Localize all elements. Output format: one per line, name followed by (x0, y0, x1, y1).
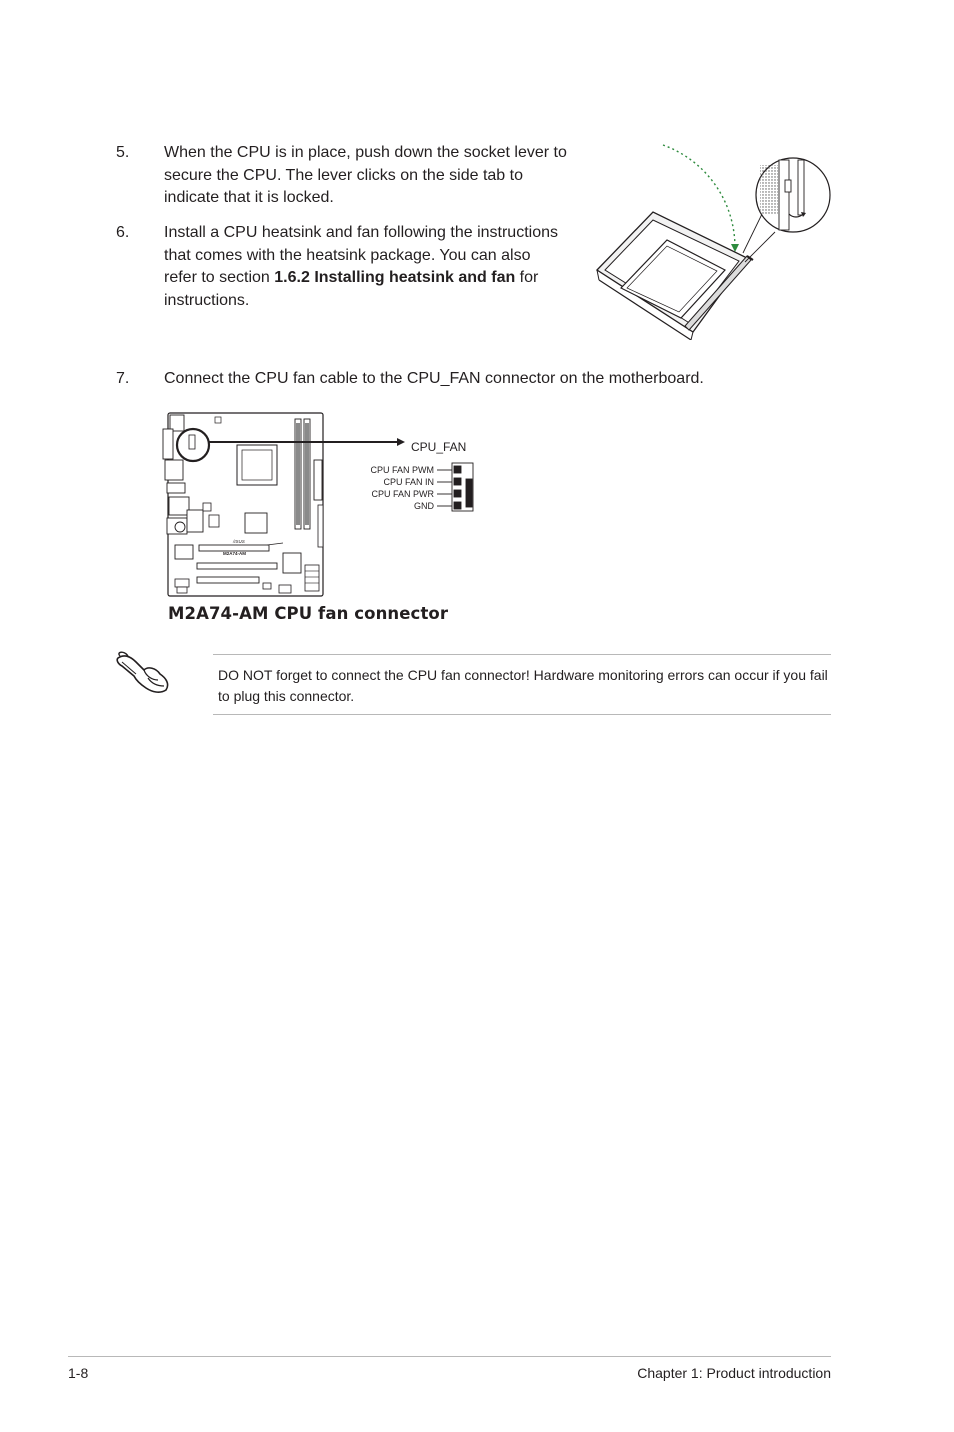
step-5-text: When the CPU is in place, push down the socket lever to secure the CPU. The lever clicks on the side tab to indicate that it is locked. (164, 144, 567, 207)
board-model-silkscreen: M2A74-AM (223, 551, 247, 556)
diagram-caption: M2A74-AM CPU fan connector (168, 604, 449, 623)
section-reference: 1.6.2 Installing heatsink and fan (274, 269, 516, 287)
step-7-text: Connect the CPU fan cable to the CPU_FAN connector on the motherboard. (164, 370, 704, 387)
note-bottom-rule (213, 714, 831, 715)
pin-label-cpu-fan-in: CPU FAN IN (383, 477, 434, 487)
pin-label-cpu-fan-pwm: CPU FAN PWM (370, 465, 434, 475)
pointing-hand-icon (114, 650, 172, 694)
step-5-number: 5. (116, 144, 130, 161)
cpu-fan-connector-title: CPU_FAN (411, 440, 467, 454)
step-6-text (164, 222, 564, 312)
footer-rule (68, 1356, 831, 1357)
cpu-fan-connector-pins (437, 463, 473, 511)
pin-label-gnd: GND (414, 501, 434, 511)
step-7-number: 7. (116, 370, 130, 387)
board-brand-logo: /ISUS (233, 539, 245, 544)
pin-label-cpu-fan-pwr: CPU FAN PWR (371, 489, 434, 499)
note-text: DO NOT forget to connect the CPU fan connector! Hardware monitoring errors can occur if you fail to plug this connector. (218, 667, 828, 704)
step-6-number: 6. (116, 224, 130, 241)
note-top-rule (213, 654, 831, 655)
pointer-arrowhead (397, 438, 405, 446)
step-6-text-end: for instructions. (164, 269, 539, 309)
page-number: 1-8 (68, 1365, 89, 1381)
chapter-title: Chapter 1: Product introduction (637, 1365, 831, 1381)
cpu-socket-lever-illustration (585, 140, 835, 340)
step-6-text-start: Install a CPU heatsink and fan following the instructions that comes with the heatsink package. You can also refer to section (164, 224, 558, 287)
motherboard-layout-diagram (155, 405, 495, 601)
